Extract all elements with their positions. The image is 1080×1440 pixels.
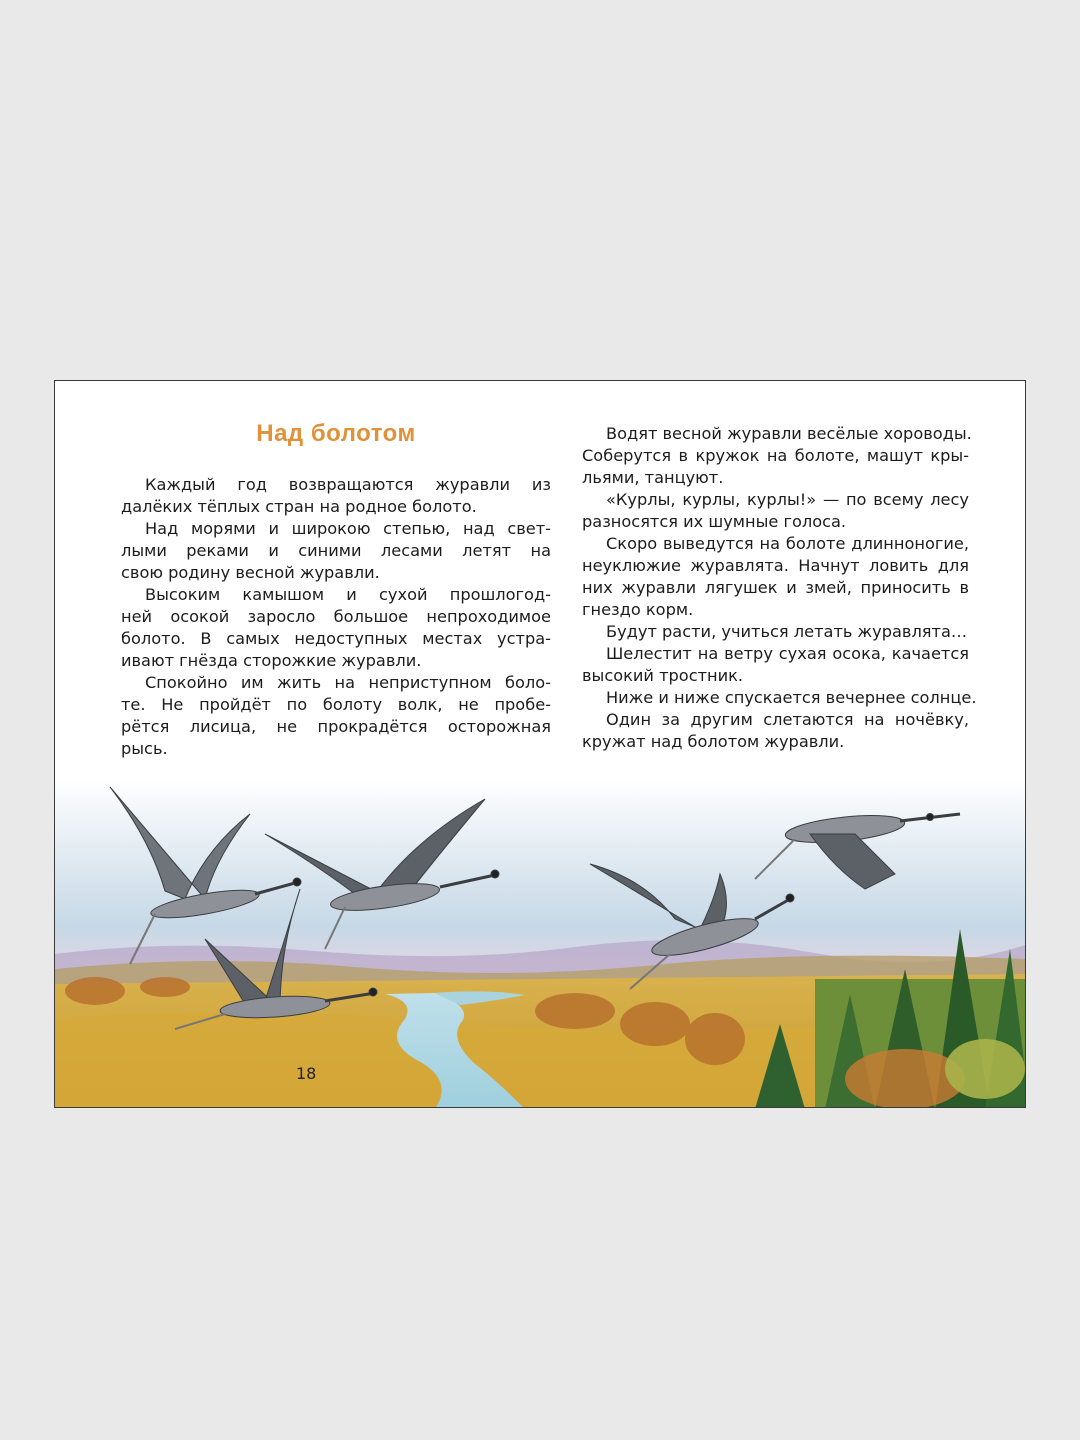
page-title: Над болотом bbox=[256, 420, 416, 447]
text-line: свою родину весной журавли. bbox=[121, 563, 380, 582]
text-line: те. Не пройдёт по болоту волк, не пробе- bbox=[121, 695, 551, 714]
text-line: Каждый год возвращаются журавли из bbox=[145, 475, 551, 494]
text-line: гнездо корм. bbox=[582, 600, 694, 619]
text-line: рысь. bbox=[121, 739, 168, 758]
text-line: Скоро выведутся на болоте длинноногие, bbox=[606, 534, 969, 553]
text-line: разносятся их шумные голоса. bbox=[582, 512, 847, 531]
text-line: высокий тростник. bbox=[582, 666, 744, 685]
page-number: 18 bbox=[296, 1064, 317, 1083]
text-line: них журавли лягушек и змей, приносить в bbox=[582, 578, 969, 597]
text-line: Над морями и широкою степью, над свет- bbox=[145, 519, 551, 538]
text-line: Шелестит на ветру сухая осока, качается bbox=[606, 644, 969, 663]
text-line: Будут расти, учиться летать журавлята… bbox=[606, 622, 968, 641]
text-line: льями, танцуют. bbox=[582, 468, 724, 487]
text-line: неуклюжие журавлята. Начнут ловить для bbox=[582, 556, 969, 575]
text-line: Водят весной журавли весёлые хороводы. bbox=[606, 424, 972, 443]
text-line: ивают гнёзда сторожкие журавли. bbox=[121, 651, 422, 670]
text-line: Один за другим слетаются на ночёвку, bbox=[606, 710, 969, 729]
text-line: далёких тёплых стран на родное болото. bbox=[121, 497, 477, 516]
text-line: «Курлы, курлы, курлы!» — по всему лесу bbox=[606, 490, 969, 509]
book-spread bbox=[54, 380, 1026, 1108]
cranes-landscape-illustration bbox=[55, 779, 1025, 1108]
text-line: Спокойно им жить на неприступном боло- bbox=[145, 673, 551, 692]
text-line: лыми реками и синими лесами летят на bbox=[121, 541, 551, 560]
right-text bbox=[582, 423, 977, 753]
text-line: кружат над болотом журавли. bbox=[582, 732, 845, 751]
left-text bbox=[121, 474, 551, 760]
text-line: Высоким камышом и сухой прошлогод- bbox=[145, 585, 551, 604]
text-line: Ниже и ниже спускается вечернее солнце. bbox=[606, 688, 977, 707]
text-line: ней осокой заросло большое непроходимое bbox=[121, 607, 551, 626]
text-line: болото. В самых недоступных местах устра- bbox=[121, 629, 551, 648]
text-line: рётся лисица, не прокрадётся осторожная bbox=[121, 717, 551, 736]
text-line: Соберутся в кружок на болоте, машут кры- bbox=[582, 446, 969, 465]
